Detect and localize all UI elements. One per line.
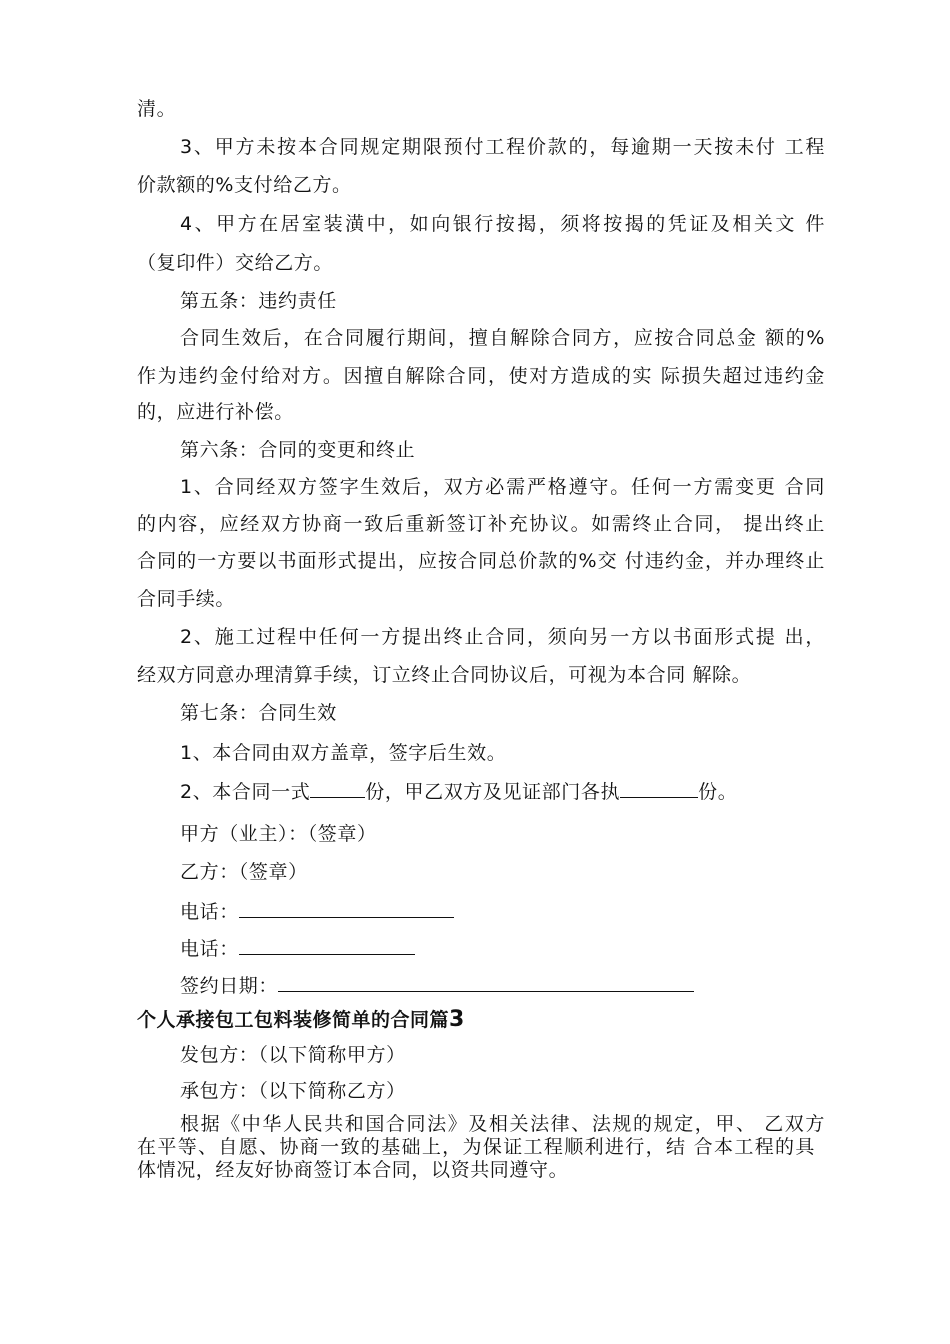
article-6-item-1-line-4: 合同手续。 xyxy=(137,588,236,610)
phone-blank-1[interactable] xyxy=(239,899,454,918)
copies-text-b: 份，甲乙双方及见证部门各执 xyxy=(365,781,621,803)
article-5-line-2: 作为违约金付给对方。因擅自解除合同，使对方造成的实 际损失超过违约金 xyxy=(137,365,825,387)
article-7-heading: 第七条：合同生效 xyxy=(180,702,337,724)
sign-date-line xyxy=(180,973,880,998)
sign-date-label: 签约日期： xyxy=(180,975,279,997)
article-6-item-1-line-3: 合同的一方要以书面形式提出，应按合同总价款的%交 付违约金，并办理终止 xyxy=(137,550,825,572)
article-6-heading: 第六条：合同的变更和终止 xyxy=(180,439,416,461)
article-5-line-1: 合同生效后，在合同履行期间，擅自解除合同方，应按合同总金 额的% xyxy=(180,327,825,349)
party-b-signature: 乙方：（签章） xyxy=(180,861,308,883)
article-5-line-3: 的，应进行补偿。 xyxy=(137,401,294,423)
phone-line-1 xyxy=(180,899,880,924)
article-6-item-2-line-1: 2、施工过程中任何一方提出终止合同，须向另一方以书面形式提 出， xyxy=(180,626,825,648)
preamble-line-2: 在平等、自愿、协商一致的基础上，为保证工程顺利进行，结 合本工程的具 xyxy=(137,1136,815,1158)
paragraph-line: 清。 xyxy=(137,98,177,120)
copies-blank-each[interactable] xyxy=(620,779,698,798)
clause-4-line-1: 4、甲方在居室装潢中，如向银行按揭，须将按揭的凭证及相关文 件 xyxy=(180,213,825,235)
article-7-item-1: 1、本合同由双方盖章，签字后生效。 xyxy=(180,742,507,764)
preamble-line-3: 体情况，经友好协商签订本合同，以资共同遵守。 xyxy=(137,1159,569,1181)
copies-blank-total[interactable] xyxy=(310,779,365,798)
section-heading xyxy=(137,1008,465,1032)
party-a-signature: 甲方（业主）：（签章） xyxy=(180,823,377,845)
phone-label-1: 电话： xyxy=(180,901,239,923)
contractor-line: 承包方：（以下简称乙方） xyxy=(180,1080,406,1102)
clause-3-line-1: 3、甲方未按本合同规定期限预付工程价款的，每逾期一天按未付 工程 xyxy=(180,136,825,158)
clause-3-line-2: 价款额的%支付给乙方。 xyxy=(137,174,352,196)
employer-line: 发包方：（以下简称甲方） xyxy=(180,1044,406,1066)
phone-line-2 xyxy=(180,936,880,961)
phone-blank-2[interactable] xyxy=(239,936,415,955)
phone-label-2: 电话： xyxy=(180,938,239,960)
article-6-item-1-line-1: 1、合同经双方签字生效后，双方必需严格遵守。任何一方需变更 合同 xyxy=(180,476,825,498)
article-6-item-1-line-2: 的内容，应经双方协商一致后重新签订补充协议。如需终止合同， 提出终止 xyxy=(137,513,825,535)
copies-text-c: 份。 xyxy=(698,781,738,803)
copies-text-a: 2、本合同一式 xyxy=(180,781,311,803)
sign-date-blank[interactable] xyxy=(278,973,694,992)
section-heading-number: 3 xyxy=(449,1007,465,1032)
section-heading-text: 个人承接包工包料装修简单的合同篇 xyxy=(137,1009,450,1031)
article-6-item-2-line-2: 经双方同意办理清算手续，订立终止合同协议后，可视为本合同 解除。 xyxy=(137,664,752,686)
preamble-line-1: 根据《中华人民共和国合同法》及相关法律、法规的规定，甲、 乙双方 xyxy=(180,1113,825,1135)
article-5-heading: 第五条：违约责任 xyxy=(180,290,337,312)
clause-4-line-2: （复印件）交给乙方。 xyxy=(137,252,334,274)
article-7-item-2 xyxy=(180,779,880,804)
